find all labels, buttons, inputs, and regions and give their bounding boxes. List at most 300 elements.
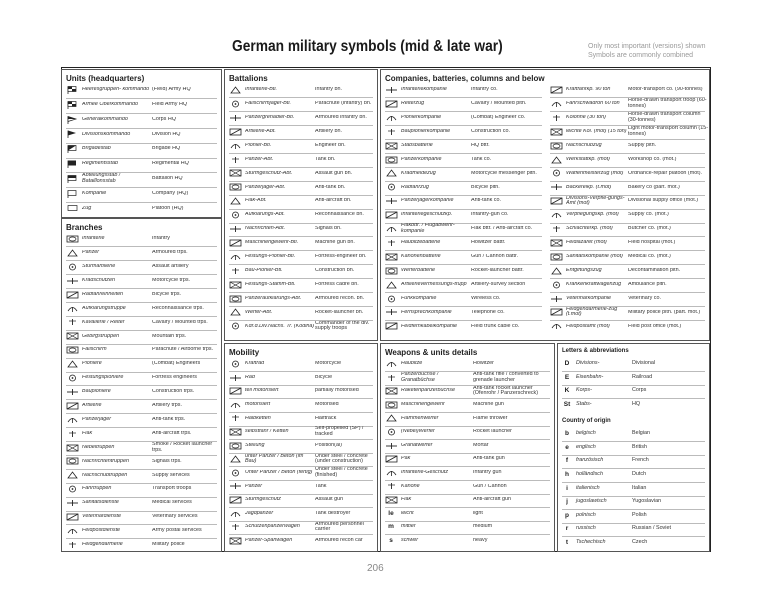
german-term: Bäckereikp. (t.mot) <box>566 184 612 190</box>
german-term: Sturmgeschütz <box>245 497 281 503</box>
symbol-row <box>558 510 709 522</box>
english-term: Decontamination pltn. <box>628 267 681 273</box>
german-term: Regimentsstab <box>82 161 118 167</box>
symbol-row <box>381 223 546 235</box>
military-symbol-icon <box>381 211 401 219</box>
military-symbol-icon <box>225 86 245 94</box>
german-term: Pioniere <box>82 361 102 367</box>
german-term: Infanteriekompanie <box>401 87 447 93</box>
english-term: Divisional <box>632 360 656 367</box>
panel-header: Units (headquarters) <box>66 74 145 83</box>
abbreviation-letter: j <box>566 498 568 506</box>
symbol-row <box>225 140 377 152</box>
military-symbol-icon <box>381 239 401 247</box>
german-term: Haubitze <box>401 361 423 367</box>
symbol-row <box>62 344 221 356</box>
military-symbol-icon <box>225 428 245 436</box>
symbol-row <box>62 303 221 315</box>
symbol-row <box>381 195 546 207</box>
symbol-row <box>225 237 377 249</box>
german-term: französisch <box>576 457 604 464</box>
panel-units-hq <box>61 69 222 218</box>
english-term: medium <box>473 524 493 530</box>
german-term: Schlächterkp. (mot) <box>566 226 613 232</box>
symbol-row <box>381 535 554 547</box>
panel-header: Mobility <box>229 348 260 357</box>
german-term: Infanterie-Btl. <box>245 87 278 93</box>
flag-half-icon <box>62 145 82 153</box>
english-term: Horse-drawn transport troop (60-tonnes) <box>628 98 707 109</box>
abbreviation-letter: E <box>564 373 570 381</box>
military-symbol-icon <box>381 86 401 94</box>
military-symbol-icon <box>546 239 566 247</box>
english-term: (Combat) Engineers <box>152 361 201 367</box>
german-term: Kanone <box>401 483 420 489</box>
military-symbol-icon <box>381 428 401 436</box>
german-term: Krankenkraftwagenzug <box>566 281 622 287</box>
symbol-row <box>546 237 709 249</box>
german-term: Sturmartillerie <box>82 264 116 269</box>
military-symbol-icon <box>381 295 401 303</box>
symbol-row <box>62 143 221 155</box>
note-line: Symbols are commonly combined <box>588 52 694 59</box>
symbol-row <box>62 188 221 200</box>
german-term: Flakbttr. / Flugabwehr-kompanie <box>401 223 455 234</box>
note-line: Only most important (versions) shown <box>588 43 706 50</box>
english-term: Fortress cadre bn. <box>315 281 359 287</box>
symbol-row <box>558 469 709 481</box>
symbol-row <box>381 237 546 249</box>
german-term: Stellung <box>245 442 265 448</box>
military-symbol-icon <box>381 253 401 261</box>
symbol-row <box>558 442 709 454</box>
symbol-row <box>381 112 546 124</box>
english-term: Flame thrower <box>473 415 508 421</box>
military-symbol-icon <box>546 100 566 108</box>
german-term: holländisch <box>576 471 603 477</box>
military-symbol-icon <box>62 305 82 313</box>
abbreviation-letter: b <box>565 430 569 438</box>
english-term: Anti-tank rifle / converted to grenade launcher <box>473 372 539 383</box>
english-term: Butcher co. (mot.) <box>628 226 671 232</box>
symbol-row <box>546 251 709 263</box>
symbol-row <box>546 265 709 277</box>
english-term: Field post office (mot.) <box>628 323 682 329</box>
german-term: Kraftfahrkp. 90 ton <box>566 87 611 93</box>
symbol-row <box>62 275 221 287</box>
military-symbol-icon <box>225 169 245 177</box>
military-symbol-icon <box>62 263 82 271</box>
german-term: Pionier-Btl. <box>245 142 272 148</box>
symbol-row <box>546 223 709 235</box>
english-term: Machine gun bn. <box>315 240 355 246</box>
military-symbol-icon <box>62 291 82 299</box>
military-symbol-icon <box>546 156 566 164</box>
panel-letters <box>557 343 710 552</box>
german-term: Gebirgstruppen <box>82 333 120 339</box>
military-symbol-icon <box>62 444 82 452</box>
symbol-row <box>225 223 377 235</box>
german-term: polnisch <box>576 511 596 518</box>
german-term: Maschinengewehr <box>401 402 445 407</box>
english-term: Battalion HQ <box>152 176 183 181</box>
military-symbol-icon: s <box>389 537 393 544</box>
english-term: Anti-tank bn. <box>315 184 346 190</box>
symbol-row <box>558 399 709 411</box>
symbol-row <box>381 426 554 438</box>
symbol-row <box>62 442 221 454</box>
english-term: Construction trps. <box>152 389 195 395</box>
military-symbol-icon <box>225 523 245 531</box>
english-term: Motorised <box>315 402 339 407</box>
symbol-row <box>225 399 377 411</box>
flag-pennant-icon <box>62 116 82 124</box>
english-term: Commander of the div. supply troops <box>315 320 370 332</box>
panel-branches <box>61 218 222 552</box>
military-symbol-icon <box>225 496 245 504</box>
english-term: Assault gun bn. <box>315 170 353 176</box>
english-term: Self-propelled (SP) / tracked <box>315 426 364 437</box>
english-term: Howitzer <box>473 361 494 367</box>
english-term: Veterinary co. <box>628 295 661 301</box>
military-symbol-icon <box>381 267 401 275</box>
german-term: teil motorisiert <box>245 388 279 394</box>
german-term: leicht <box>401 510 414 516</box>
german-term: Fallschirm <box>82 347 107 353</box>
german-term: Fernsprechkompanie <box>401 309 452 315</box>
symbol-row <box>225 372 377 384</box>
english-term: Ordnance-repair platoon (mot). <box>628 170 703 176</box>
german-term: Panzerbüchse / Granatbüchse <box>401 372 439 383</box>
military-symbol-icon <box>381 360 401 368</box>
symbol-row <box>546 279 709 291</box>
abbreviation-letter: t <box>565 539 569 546</box>
english-term: Cavalry / Mounted trps. <box>152 319 208 325</box>
german-term: Generalkommando <box>82 116 128 122</box>
symbol-row <box>62 289 221 301</box>
english-term: Signals trps. <box>152 458 182 464</box>
symbol-row <box>225 467 377 479</box>
english-term: Flak bttr. / Anti-aircraft co. <box>471 226 533 232</box>
german-term: Infanterie-Geschütz <box>401 470 449 475</box>
english-term: Russian / Soviet <box>632 525 671 532</box>
german-term: Stabs- <box>576 401 592 407</box>
symbol-row <box>225 209 377 221</box>
english-term: Mountain trps. <box>152 333 187 339</box>
english-term: Halftrack <box>315 415 337 421</box>
english-term: partially motorised <box>315 388 359 394</box>
military-symbol-icon <box>546 267 566 275</box>
symbol-row <box>381 480 554 492</box>
symbol-row <box>381 385 554 397</box>
military-symbol-icon <box>381 322 401 330</box>
german-term: Werfer-Abt. <box>245 309 273 315</box>
symbol-row <box>381 521 554 533</box>
symbol-row <box>381 251 546 263</box>
symbol-row <box>62 202 221 214</box>
subtitle-note <box>588 42 705 60</box>
english-term: Horse-drawn transport column (30-tonnes) <box>628 112 701 123</box>
symbol-row <box>546 126 709 138</box>
symbol-row <box>558 496 709 508</box>
military-symbol-icon <box>225 510 245 518</box>
symbol-row <box>225 480 377 492</box>
german-term: Halbketten <box>245 415 271 421</box>
english-term: Anti-tank co. <box>471 198 501 204</box>
german-term: Entgiftungszug <box>566 267 602 273</box>
english-term: Division HQ <box>152 131 181 137</box>
german-term: Rad <box>245 374 255 380</box>
english-term: Platoon (HQ) <box>152 205 184 211</box>
english-term: Infantry co. <box>471 87 498 93</box>
symbol-row <box>225 98 377 110</box>
english-term: Motor-transport co. (90-tonnes) <box>628 87 703 93</box>
military-symbol-icon <box>225 211 245 219</box>
german-term: Panzerjägerkompanie <box>401 198 454 204</box>
english-term: Tank <box>315 483 327 489</box>
symbol-row <box>225 412 377 424</box>
symbol-row <box>381 372 554 384</box>
symbol-row <box>381 494 554 506</box>
german-term: Abteilungsstab / Bataillonsstab <box>82 173 121 184</box>
german-term: motorisiert <box>245 402 271 407</box>
german-term: Waffenmeisterzug (mot) <box>566 170 624 176</box>
english-term: Engineer bn. <box>315 142 346 148</box>
symbol-row <box>558 428 709 440</box>
german-term: Feldpostamt (mot) <box>566 323 610 329</box>
german-term: Artillerie-Abt. <box>245 128 276 134</box>
english-term: HQ <box>632 401 641 407</box>
german-term: Tschechisch <box>576 539 606 545</box>
symbol-row <box>225 154 377 166</box>
symbol-row <box>558 455 709 467</box>
english-term: Howitzer battr. <box>471 240 506 246</box>
symbol-row <box>62 428 221 440</box>
military-symbol-icon <box>62 318 82 326</box>
military-symbol-icon <box>381 128 401 136</box>
english-term: Reconnaissance trps. <box>152 305 204 311</box>
symbol-row <box>62 455 221 467</box>
military-symbol-icon <box>62 513 82 521</box>
symbol-row <box>381 306 546 318</box>
symbol-row <box>225 426 377 438</box>
symbol-row <box>62 233 221 245</box>
military-symbol-icon <box>62 249 82 257</box>
panel-battalions <box>224 69 378 341</box>
german-term: Flammenwerfer <box>401 415 439 421</box>
symbol-row <box>62 386 221 398</box>
english-term: Infantry gun <box>473 470 502 475</box>
symbol-row <box>225 320 377 332</box>
symbol-row <box>225 521 377 533</box>
german-term: Panzergrenadier-Btl. <box>245 115 295 120</box>
german-term: Panzerkompanie <box>401 156 442 162</box>
military-symbol-icon <box>225 469 245 477</box>
german-term: Panzer-Spähwagen <box>245 538 293 543</box>
english-term: British <box>632 443 647 450</box>
german-term: Nachrichten-Abt. <box>245 226 286 232</box>
military-symbol-icon <box>546 225 566 233</box>
symbol-row <box>546 167 709 179</box>
english-term: Motorcycle trps. <box>152 277 191 283</box>
german-term: Maschinengewehr-Btl. <box>245 240 299 246</box>
german-term: Kolonne (30 ton) <box>566 115 606 120</box>
military-symbol-icon <box>225 322 245 330</box>
german-term: Divisions-Verpfle-gungs-Amt (mot) <box>566 195 625 207</box>
symbol-row <box>62 330 221 342</box>
english-term: Parachute / Airborne trps. <box>152 347 214 353</box>
german-term: Stabsbatterie <box>401 142 433 148</box>
german-term: Feldgendarmerie-zug (t.mot) <box>566 306 618 318</box>
abbreviation-letter: p <box>565 511 569 519</box>
german-term: Korps- <box>576 387 592 394</box>
english-term: Anti-tank rocket launcher (Ofenrohr / Panzerschreck) <box>473 385 539 397</box>
symbol-row <box>546 209 709 221</box>
german-term: englisch <box>576 443 596 450</box>
symbol-row <box>546 84 709 96</box>
english-term: Motorcycle <box>315 361 342 367</box>
english-term: Supply services <box>152 472 190 478</box>
english-term: Anti-aircraft bn. <box>315 198 352 204</box>
military-symbol-icon <box>62 527 82 535</box>
german-term: Reiterzug <box>401 101 425 107</box>
military-symbol-icon <box>381 225 401 233</box>
symbol-row <box>381 181 546 193</box>
page-title: German military symbols (mid & late war) <box>232 38 503 55</box>
military-symbol-icon <box>225 401 245 409</box>
symbol-row <box>62 99 221 111</box>
military-symbol-icon <box>62 416 82 424</box>
symbol-row <box>62 511 221 523</box>
german-term: Haubitzebatterie <box>401 240 441 246</box>
military-symbol-icon <box>381 197 401 205</box>
german-term: Panzeraufklärungs-Abt. <box>245 295 302 301</box>
english-term: Transport troops <box>152 486 192 492</box>
german-term: Radfahrzug <box>401 184 429 190</box>
symbol-row <box>225 306 377 318</box>
symbol-row <box>225 494 377 506</box>
german-term: Kompanie <box>82 190 107 196</box>
military-symbol-icon <box>225 482 245 490</box>
german-term: Kanonenbatterie <box>401 254 441 259</box>
german-term: Bau-Pionier-Btl. <box>245 267 283 273</box>
symbol-row <box>546 98 709 110</box>
box-outline-icon <box>62 204 82 212</box>
english-term: Army postal services <box>152 528 202 534</box>
abbreviation-letter: e <box>565 443 569 451</box>
symbol-row <box>546 112 709 124</box>
german-term: unter Panzer / Beton (im Bau) <box>245 453 304 465</box>
military-symbol-icon <box>62 235 82 243</box>
symbol-row <box>381 84 546 96</box>
symbol-row <box>62 414 221 426</box>
english-term: Artillery bn. <box>315 128 342 134</box>
english-term: Field hospital (mot.) <box>628 240 676 246</box>
military-symbol-icon <box>546 86 566 94</box>
english-term: Wireless co. <box>471 295 501 301</box>
military-symbol-icon <box>546 183 566 191</box>
german-term: Feldpostdienste <box>82 528 121 534</box>
military-symbol-icon <box>381 100 401 108</box>
german-term: Fahrtruppen <box>82 486 112 492</box>
english-term: Bicycle <box>315 374 333 380</box>
german-term: Flak <box>82 430 93 436</box>
german-term: Artillerie <box>82 403 102 408</box>
english-term: light <box>473 510 483 516</box>
german-term: (Nebel)Werfer <box>401 429 435 435</box>
military-symbol-icon <box>62 360 82 368</box>
german-term: Feldfernkabelkompanie <box>401 323 458 329</box>
flag-triangle-icon <box>62 130 82 138</box>
symbol-row <box>381 167 546 179</box>
german-term: belgisch <box>576 430 596 437</box>
english-term: Medical co. (mot.) <box>628 254 671 259</box>
military-symbol-icon <box>546 128 566 136</box>
english-term: Assault artillery <box>152 264 189 269</box>
english-term: Infantry-gun co. <box>471 212 509 218</box>
flag-checker-icon <box>62 86 82 94</box>
german-term: Unter Panzer / Beton (fertig) <box>245 470 313 475</box>
german-term: Divisionskommando <box>82 131 131 137</box>
german-term: Granatwerfer <box>401 442 433 448</box>
german-term: Infanteriegeschützkp. <box>401 212 453 218</box>
english-term: Polish <box>632 511 647 518</box>
german-term: Flak-Abt. <box>245 198 267 204</box>
military-symbol-icon <box>546 197 566 205</box>
english-term: Infantry bn. <box>315 87 342 93</box>
german-term: Festungspioniere <box>82 375 124 381</box>
english-term: Parachute (infantry) bn. <box>315 101 372 107</box>
military-symbol-icon <box>225 360 245 368</box>
symbol-row <box>381 440 554 452</box>
symbol-row <box>225 84 377 96</box>
symbol-row <box>62 525 221 537</box>
flag-checker-icon <box>62 101 82 109</box>
symbol-row <box>381 98 546 110</box>
german-term: Aufklärungs-Abt. <box>245 212 285 218</box>
symbol-row <box>381 293 546 305</box>
military-symbol-icon <box>62 471 82 479</box>
panel-mobility <box>224 343 378 552</box>
military-symbol-icon <box>225 128 245 136</box>
german-term: Funkkompanie <box>401 295 437 301</box>
english-term: Supply co. (mot.) <box>628 212 669 218</box>
english-term: Field trunk cable co. <box>471 323 520 329</box>
german-term: Zug <box>82 205 92 211</box>
symbol-row <box>62 372 221 384</box>
german-term: Nebeltruppen <box>82 444 115 450</box>
military-symbol-icon <box>225 442 245 450</box>
abbreviation-letter: D <box>564 360 570 368</box>
english-term: Rocket-launcher battr. <box>471 267 524 273</box>
symbol-row <box>546 306 709 318</box>
german-term: Festungs-Pionier-Btl. <box>245 254 296 259</box>
english-term: Anti-aircraft gun <box>473 497 512 503</box>
german-term: selbstfahr / Ketten <box>245 429 289 435</box>
german-term: schwer <box>401 538 419 543</box>
german-term: Werkstattkp. (mot) <box>566 156 610 162</box>
english-term: Czech <box>632 539 648 545</box>
panel-header: Battalions <box>229 74 268 83</box>
symbol-row <box>381 508 554 520</box>
german-term: Baupioniere <box>82 389 111 395</box>
german-term: Schützenpanzerwagen <box>245 524 300 530</box>
english-term: Under steel / concrete (under construction) <box>315 453 368 465</box>
military-symbol-icon <box>62 388 82 396</box>
symbol-row <box>62 400 221 412</box>
abbreviation-letter: r <box>565 525 569 533</box>
symbol-row <box>225 358 377 370</box>
